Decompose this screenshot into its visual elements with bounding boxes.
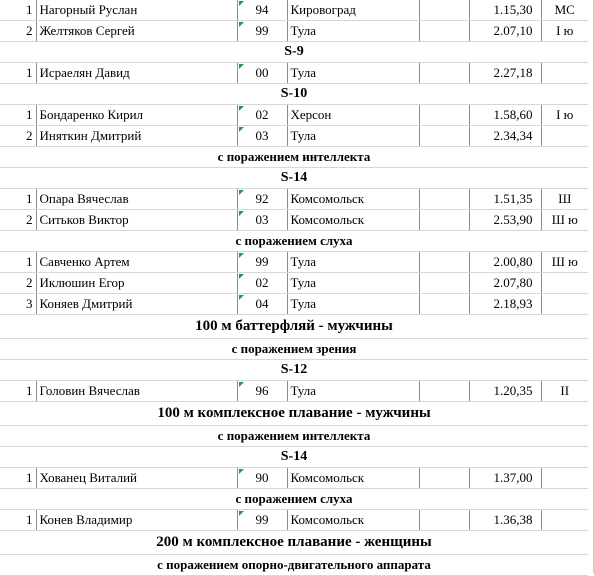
result-time-cell[interactable]: 1.37,00 [469, 468, 541, 489]
empty-cell[interactable] [419, 105, 469, 126]
birth-year-cell[interactable] [237, 105, 287, 126]
birth-year-text: 90 [255, 470, 269, 485]
sport-rank-cell[interactable]: Ш ю [541, 252, 588, 273]
table-row [0, 252, 588, 273]
event-title: 100 м баттерфляй - мужчины [0, 315, 588, 339]
sport-rank-cell[interactable] [541, 126, 588, 147]
place-cell[interactable]: 3 [0, 294, 36, 315]
empty-cell[interactable] [419, 210, 469, 231]
place-cell[interactable]: 1 [0, 0, 36, 21]
table-row [0, 510, 588, 531]
result-time-cell[interactable]: 1.20,35 [469, 381, 541, 402]
comment-indicator-icon [239, 295, 244, 300]
result-time-cell[interactable]: 2.18,93 [469, 294, 541, 315]
result-time-cell[interactable]: 2.34,34 [469, 126, 541, 147]
city-cell[interactable]: Кировоград [287, 0, 419, 21]
comment-indicator-icon [239, 127, 244, 132]
city-cell[interactable]: Тула [287, 252, 419, 273]
city-cell[interactable]: Тула [287, 63, 419, 84]
empty-cell[interactable] [419, 510, 469, 531]
sport-rank-cell[interactable] [541, 468, 588, 489]
birth-year-text: 99 [255, 23, 269, 38]
disability-category-title: с поражением опорно-двигательного аппарата [0, 555, 588, 576]
birth-year-cell[interactable] [237, 0, 287, 21]
disability-category-title: с поражением слуха [0, 231, 588, 252]
empty-cell[interactable] [419, 126, 469, 147]
table-row [0, 294, 588, 315]
birth-year-text: 04 [255, 296, 269, 311]
disability-heading-row [0, 147, 588, 168]
event-heading-row [0, 402, 588, 426]
result-time-cell[interactable]: 2.00,80 [469, 252, 541, 273]
birth-year-cell[interactable] [237, 21, 287, 42]
empty-cell[interactable] [419, 273, 469, 294]
result-time-cell[interactable]: 2.27,18 [469, 63, 541, 84]
comment-indicator-icon [239, 22, 244, 27]
birth-year-cell[interactable] [237, 510, 287, 531]
athlete-name-cell[interactable]: Иняткин Дмитрий [36, 126, 237, 147]
place-cell[interactable]: 1 [0, 381, 36, 402]
athlete-name-cell[interactable]: Желтяков Сергей [36, 21, 237, 42]
comment-indicator-icon [239, 274, 244, 279]
disability-category-title: с поражением интеллекта [0, 147, 588, 168]
city-cell[interactable]: Комсомольск [287, 510, 419, 531]
empty-cell[interactable] [419, 0, 469, 21]
table-row [0, 63, 588, 84]
athlete-name-cell[interactable]: Головин Вячеслав [36, 381, 237, 402]
sport-rank-cell[interactable]: Ш [541, 189, 588, 210]
result-time-cell[interactable]: 1.51,35 [469, 189, 541, 210]
class-heading-row [0, 447, 588, 468]
result-time-cell[interactable]: 2.07,80 [469, 273, 541, 294]
sport-rank-cell[interactable] [541, 63, 588, 84]
athlete-name-cell[interactable]: Савченко Артем [36, 252, 237, 273]
comment-indicator-icon [239, 211, 244, 216]
comment-indicator-icon [239, 64, 244, 69]
birth-year-text: 92 [255, 191, 269, 206]
comment-indicator-icon [239, 469, 244, 474]
birth-year-text: 96 [255, 383, 269, 398]
birth-year-cell[interactable] [237, 210, 287, 231]
empty-cell[interactable] [419, 294, 469, 315]
table-row [0, 126, 588, 147]
city-cell[interactable]: Тула [287, 294, 419, 315]
place-cell[interactable]: 2 [0, 21, 36, 42]
comment-indicator-icon [239, 190, 244, 195]
table-row [0, 468, 588, 489]
sport-rank-cell[interactable]: I ю [541, 105, 588, 126]
birth-year-cell[interactable] [237, 126, 287, 147]
city-cell[interactable]: Комсомольск [287, 210, 419, 231]
sport-rank-cell[interactable]: Ш ю [541, 210, 588, 231]
disability-heading-row [0, 426, 588, 447]
athlete-name-cell[interactable]: Бондаренко Кирил [36, 105, 237, 126]
place-cell[interactable]: 2 [0, 273, 36, 294]
city-cell[interactable]: Херсон [287, 105, 419, 126]
birth-year-text: 02 [255, 275, 269, 290]
empty-cell[interactable] [419, 63, 469, 84]
disability-category-title: с поражением слуха [0, 489, 588, 510]
birth-year-cell[interactable] [237, 252, 287, 273]
table-row [0, 210, 588, 231]
athlete-name-cell[interactable]: Иклюшин Егор [36, 273, 237, 294]
city-cell[interactable]: Тула [287, 21, 419, 42]
result-time-cell[interactable]: 2.07,10 [469, 21, 541, 42]
class-title: S-12 [0, 360, 588, 381]
disability-heading-row [0, 555, 588, 576]
athlete-name-cell[interactable]: Хованец Виталий [36, 468, 237, 489]
birth-year-text: 94 [255, 2, 269, 17]
comment-indicator-icon [239, 106, 244, 111]
event-title: 200 м комплексное плавание - женщины [0, 531, 588, 555]
disability-heading-row [0, 339, 588, 360]
athlete-name-cell[interactable]: Исраелян Давид [36, 63, 237, 84]
athlete-name-cell[interactable]: Конев Владимир [36, 510, 237, 531]
birth-year-text: 00 [255, 65, 269, 80]
city-cell[interactable]: Тула [287, 273, 419, 294]
class-title: S-10 [0, 84, 588, 105]
empty-cell[interactable] [419, 21, 469, 42]
empty-cell[interactable] [419, 189, 469, 210]
class-title: S-9 [0, 42, 588, 63]
class-heading-row [0, 168, 588, 189]
comment-indicator-icon [239, 382, 244, 387]
athlete-name-cell[interactable]: Ситьков Виктор [36, 210, 237, 231]
city-cell[interactable]: Тула [287, 126, 419, 147]
birth-year-text: 03 [255, 212, 269, 227]
birth-year-text: 03 [255, 128, 269, 143]
table-row [0, 381, 588, 402]
city-cell[interactable]: Комсомольск [287, 468, 419, 489]
disability-category-title: с поражением интеллекта [0, 426, 588, 447]
class-title: S-14 [0, 447, 588, 468]
sport-rank-cell[interactable] [541, 510, 588, 531]
sport-rank-cell[interactable]: I ю [541, 21, 588, 42]
table-row [0, 0, 588, 21]
birth-year-cell[interactable] [237, 63, 287, 84]
sport-rank-cell[interactable]: II [541, 381, 588, 402]
event-heading-row [0, 315, 588, 339]
class-heading-row [0, 84, 588, 105]
class-heading-row [0, 42, 588, 63]
result-time-cell[interactable]: 2.53,90 [469, 210, 541, 231]
result-time-cell[interactable]: 1.15,30 [469, 0, 541, 21]
place-cell[interactable]: 1 [0, 63, 36, 84]
birth-year-text: 99 [255, 512, 269, 527]
place-cell[interactable]: 2 [0, 126, 36, 147]
birth-year-cell[interactable] [237, 189, 287, 210]
result-time-cell[interactable]: 1.36,38 [469, 510, 541, 531]
disability-heading-row [0, 231, 588, 252]
sport-rank-cell[interactable]: МС [541, 0, 588, 21]
birth-year-cell[interactable] [237, 294, 287, 315]
city-cell[interactable]: Тула [287, 381, 419, 402]
comment-indicator-icon [239, 511, 244, 516]
birth-year-text: 02 [255, 107, 269, 122]
disability-category-title: с поражением зрения [0, 339, 588, 360]
empty-cell[interactable] [419, 468, 469, 489]
empty-cell[interactable] [419, 252, 469, 273]
comment-indicator-icon [239, 253, 244, 258]
place-cell[interactable]: 1 [0, 105, 36, 126]
city-cell[interactable]: Комсомольск [287, 189, 419, 210]
event-title: 100 м комплексное плавание - мужчины [0, 402, 588, 426]
place-cell[interactable]: 1 [0, 189, 36, 210]
class-title: S-14 [0, 168, 588, 189]
birth-year-cell[interactable] [237, 468, 287, 489]
disability-heading-row [0, 489, 588, 510]
birth-year-cell[interactable] [237, 273, 287, 294]
empty-cell[interactable] [419, 381, 469, 402]
place-cell[interactable]: 2 [0, 210, 36, 231]
place-cell[interactable]: 1 [0, 468, 36, 489]
sport-rank-cell[interactable] [541, 294, 588, 315]
comment-indicator-icon [239, 1, 244, 6]
table-row [0, 189, 588, 210]
event-heading-row [0, 531, 588, 555]
result-time-cell[interactable]: 1.58,60 [469, 105, 541, 126]
place-cell[interactable]: 1 [0, 252, 36, 273]
birth-year-text: 99 [255, 254, 269, 269]
sport-rank-cell[interactable] [541, 273, 588, 294]
athlete-name-cell[interactable]: Коняев Дмитрий [36, 294, 237, 315]
table-row [0, 21, 588, 42]
athlete-name-cell[interactable]: Опара Вячеслав [36, 189, 237, 210]
place-cell[interactable]: 1 [0, 510, 36, 531]
class-heading-row [0, 360, 588, 381]
table-row [0, 105, 588, 126]
table-row [0, 273, 588, 294]
birth-year-cell[interactable] [237, 381, 287, 402]
athlete-name-cell[interactable]: Нагорный Руслан [36, 0, 237, 21]
